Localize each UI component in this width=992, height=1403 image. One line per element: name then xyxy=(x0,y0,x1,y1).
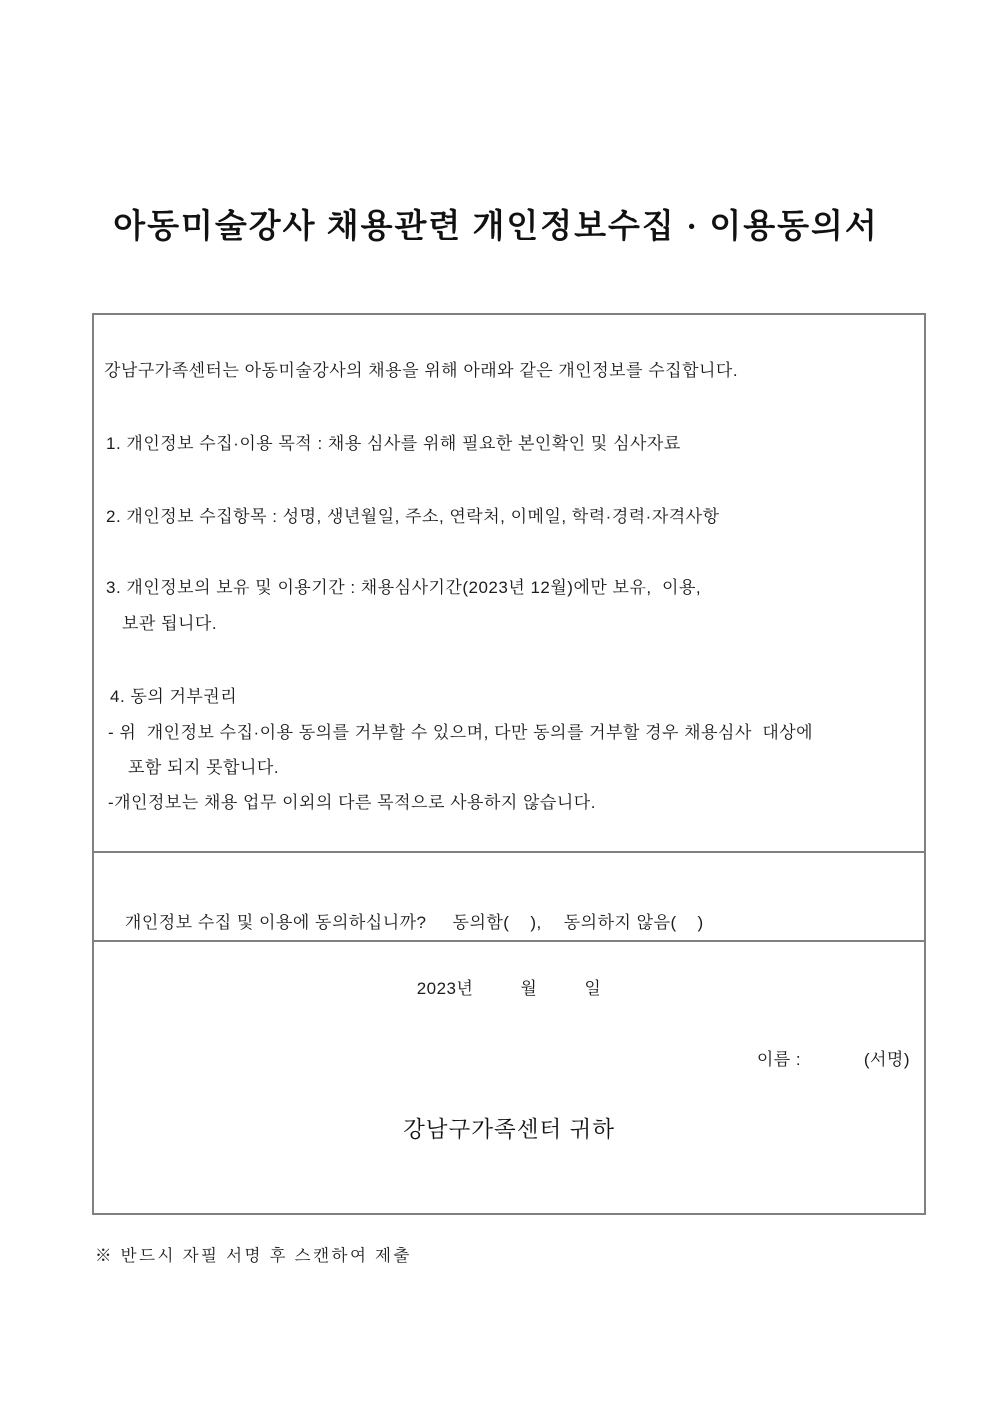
item-retention-line1: 3. 개인정보의 보유 및 이용기간 : 채용심사기간(2023년 12월)에만 보유, 이용, xyxy=(106,578,702,597)
page-title: 아동미술강사 채용관련 개인정보수집 · 이용동의서 xyxy=(113,209,879,245)
intro-paragraph: 강남구가족센터는 아동미술강사의 채용을 위해 아래와 같은 개인정보를 수집합니다. xyxy=(104,361,739,380)
signature-date-line: 2023년 월 일 xyxy=(416,979,602,998)
item-refusal-right-line1: - 위 개인정보 수집·이용 동의를 거부할 수 있으며, 다만 동의를 거부할 경우 채용심사 대상에 xyxy=(108,723,814,742)
consent-question-row xyxy=(104,888,704,953)
submission-footnote: ※ 반드시 자필 서명 후 스캔하여 제출 xyxy=(95,1246,412,1265)
consent-question: 개인정보 수집 및 이용에 동의하십니까? xyxy=(124,913,427,932)
consent-agree-option: 동의함( ), xyxy=(452,913,542,932)
signature-name-line: 이름 : (서명) xyxy=(756,1050,910,1069)
consent-disagree-option: 동의하지 않음( ) xyxy=(563,913,704,932)
section-divider-top xyxy=(92,851,926,853)
item-collected-fields: 2. 개인정보 수집항목 : 성명, 생년월일, 주소, 연락처, 이메일, 학력·경력·자격사항 xyxy=(106,507,720,526)
item-refusal-right-title: 4. 동의 거부권리 xyxy=(110,687,238,706)
item-refusal-right-line3: -개인정보는 채용 업무 이외의 다른 목적으로 사용하지 않습니다. xyxy=(108,793,596,812)
recipient-line: 강남구가족센터 귀하 xyxy=(403,1117,615,1142)
item-purpose: 1. 개인정보 수집·이용 목적 : 채용 심사를 위해 필요한 본인확인 및 심사자료 xyxy=(106,434,681,453)
item-retention-line2: 보관 됩니다. xyxy=(122,614,218,633)
item-refusal-right-line2: 포함 되지 못합니다. xyxy=(128,758,280,777)
